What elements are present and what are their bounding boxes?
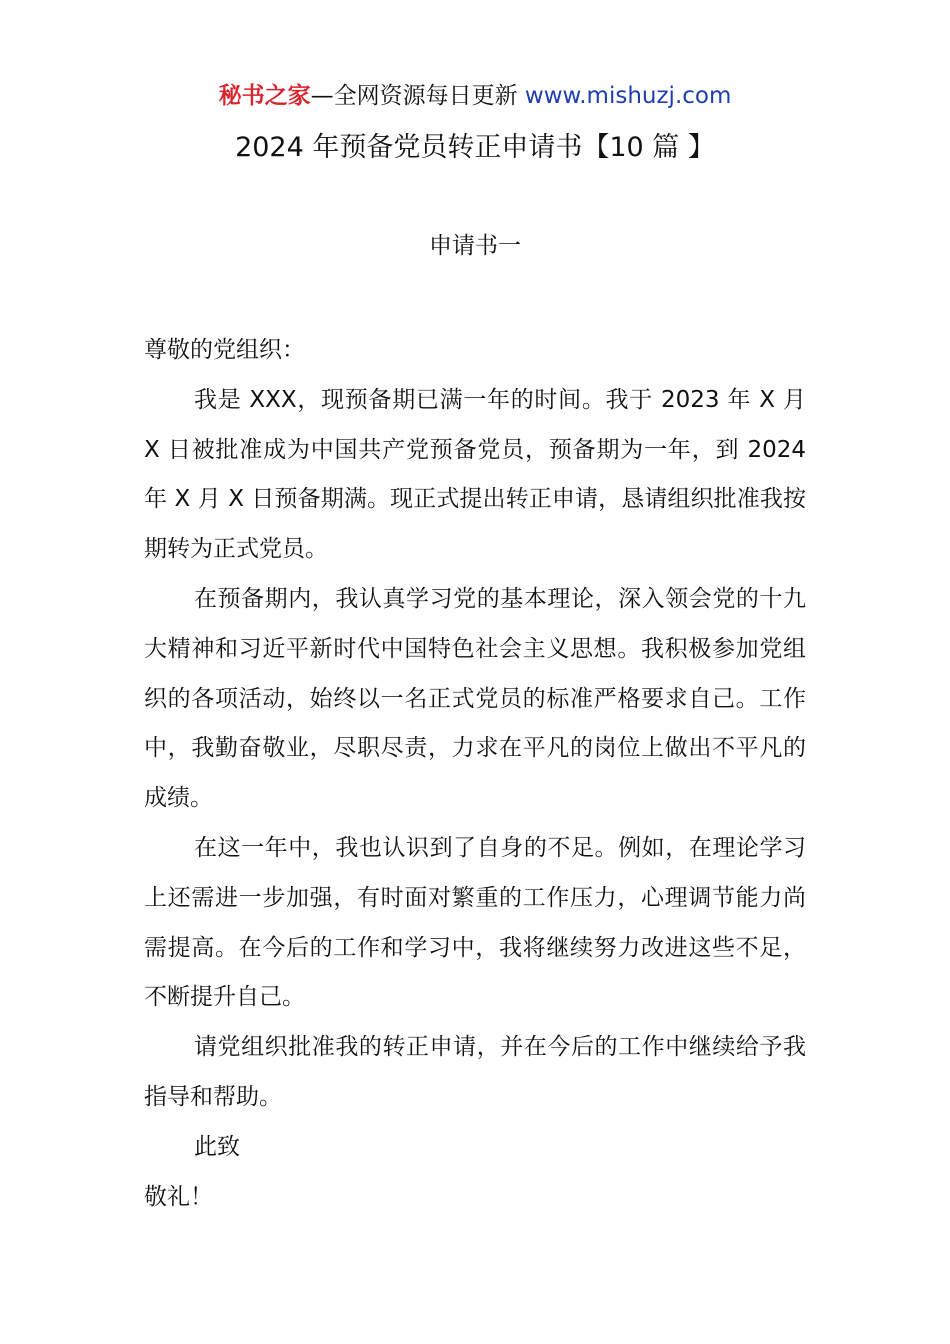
paragraph: 在这一年中，我也认识到了自身的不足。例如，在理论学习上还需进一步加强，有时面对繁重的工作压力，心理调节能力尚需提高。在今后的工作和学习中，我将继续努力改进这些不足，不断提升自己。 [144, 834, 806, 1011]
paragraph: 请党组织批准我的转正申请，并在今后的工作中继续给予我指导和帮助。 [144, 1034, 806, 1110]
paragraph: 在预备期内，我认真学习党的基本理论，深入领会党的十九大精神和习近平新时代中国特色社会主义思想。我积极参加党组织的各项活动，始终以一名正式党员的标准严格要求自己。工作中，我勤奋敬业，尽职尽责，力求在平凡的岗位上做出不平凡的成绩。 [144, 585, 806, 812]
salutation: 尊敬的党组织： [144, 337, 305, 363]
site-tagline: —全网资源每日更新 [310, 83, 525, 109]
letter-body [144, 326, 806, 1222]
closing: 此致 [194, 1133, 240, 1160]
section-title: 申请书一 [429, 233, 521, 259]
regards: 敬礼！ [144, 1183, 213, 1210]
paragraph: 我是 XXX，现预备期已满一年的时间。我于 2023 年 X 月 X 日被批准成为中国共产党预备党员，预备期为一年，到 2024 年 X 月 X 日预备期满。现正式提出转正申请，恳请组织批准我按期转为正式党员。 [144, 386, 806, 563]
site-header [0, 80, 950, 112]
site-brand: 秘书之家 [218, 83, 311, 109]
document-title: 2024 年预备党员转正申请书【10 篇 】 [235, 132, 715, 163]
site-url-link[interactable]: www.mishuzj.com [524, 83, 732, 109]
